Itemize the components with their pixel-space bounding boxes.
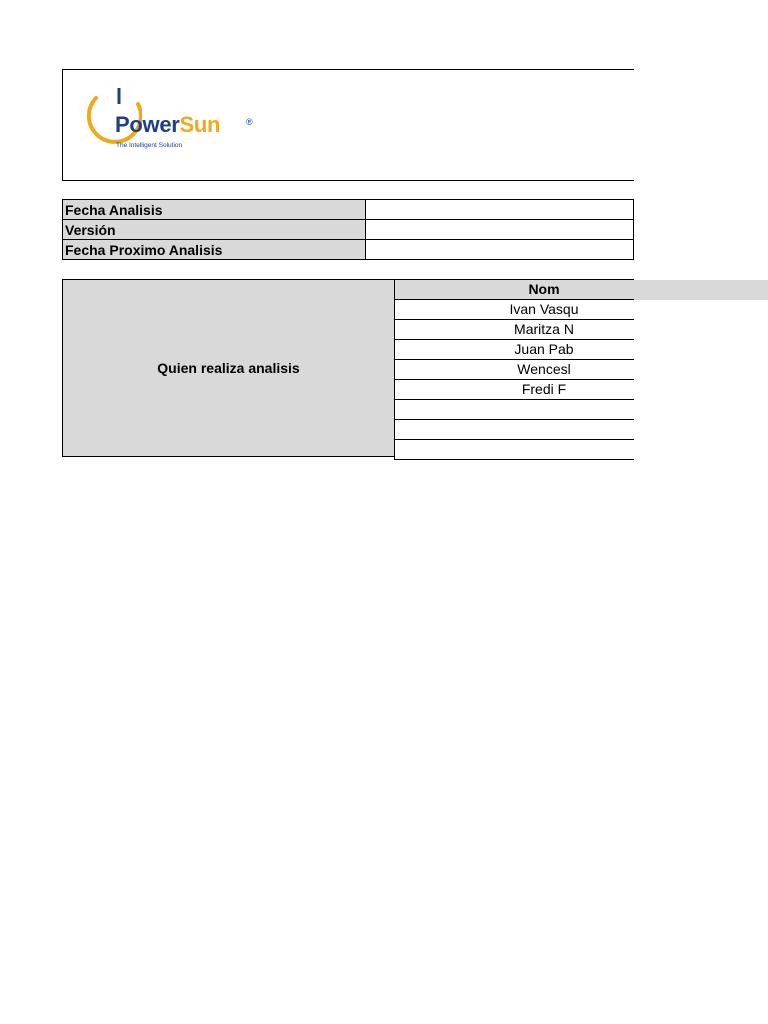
- meta-label-fecha-proximo-analisis: Fecha Proximo Analisis: [63, 240, 366, 260]
- overflow-header-strip: [634, 280, 768, 300]
- meta-row: [63, 200, 634, 220]
- brand-tagline: The Intelligent Solution: [116, 142, 183, 149]
- registered-mark: ®: [246, 117, 253, 127]
- brand-name: [115, 112, 220, 138]
- name-cell[interactable]: Maritza N: [394, 320, 634, 340]
- name-cell[interactable]: Fredi F: [394, 380, 634, 400]
- brand-name-part2: Sun: [179, 112, 221, 137]
- analysis-meta-table: [62, 199, 634, 260]
- names-column: [394, 279, 634, 460]
- meta-value-fecha-analisis[interactable]: [365, 200, 633, 220]
- meta-value-fecha-proximo-analisis[interactable]: [365, 240, 633, 260]
- names-header: Nom: [394, 279, 634, 300]
- name-cell[interactable]: [394, 400, 634, 420]
- name-cell[interactable]: [394, 440, 634, 460]
- meta-row: [63, 240, 634, 260]
- name-cell[interactable]: Juan Pab: [394, 340, 634, 360]
- meta-value-version[interactable]: [365, 220, 633, 240]
- brand-name-part1: Power: [115, 112, 180, 137]
- name-cell[interactable]: Ivan Vasqu: [394, 300, 634, 320]
- powersun-logo: [82, 84, 264, 166]
- name-cell[interactable]: [394, 420, 634, 440]
- meta-label-fecha-analisis: Fecha Analisis: [63, 200, 366, 220]
- name-cell[interactable]: Wencesl: [394, 360, 634, 380]
- meta-label-version: Versión: [63, 220, 366, 240]
- meta-row: [63, 220, 634, 240]
- quien-realiza-label-cell: Quien realiza analisis: [62, 279, 395, 457]
